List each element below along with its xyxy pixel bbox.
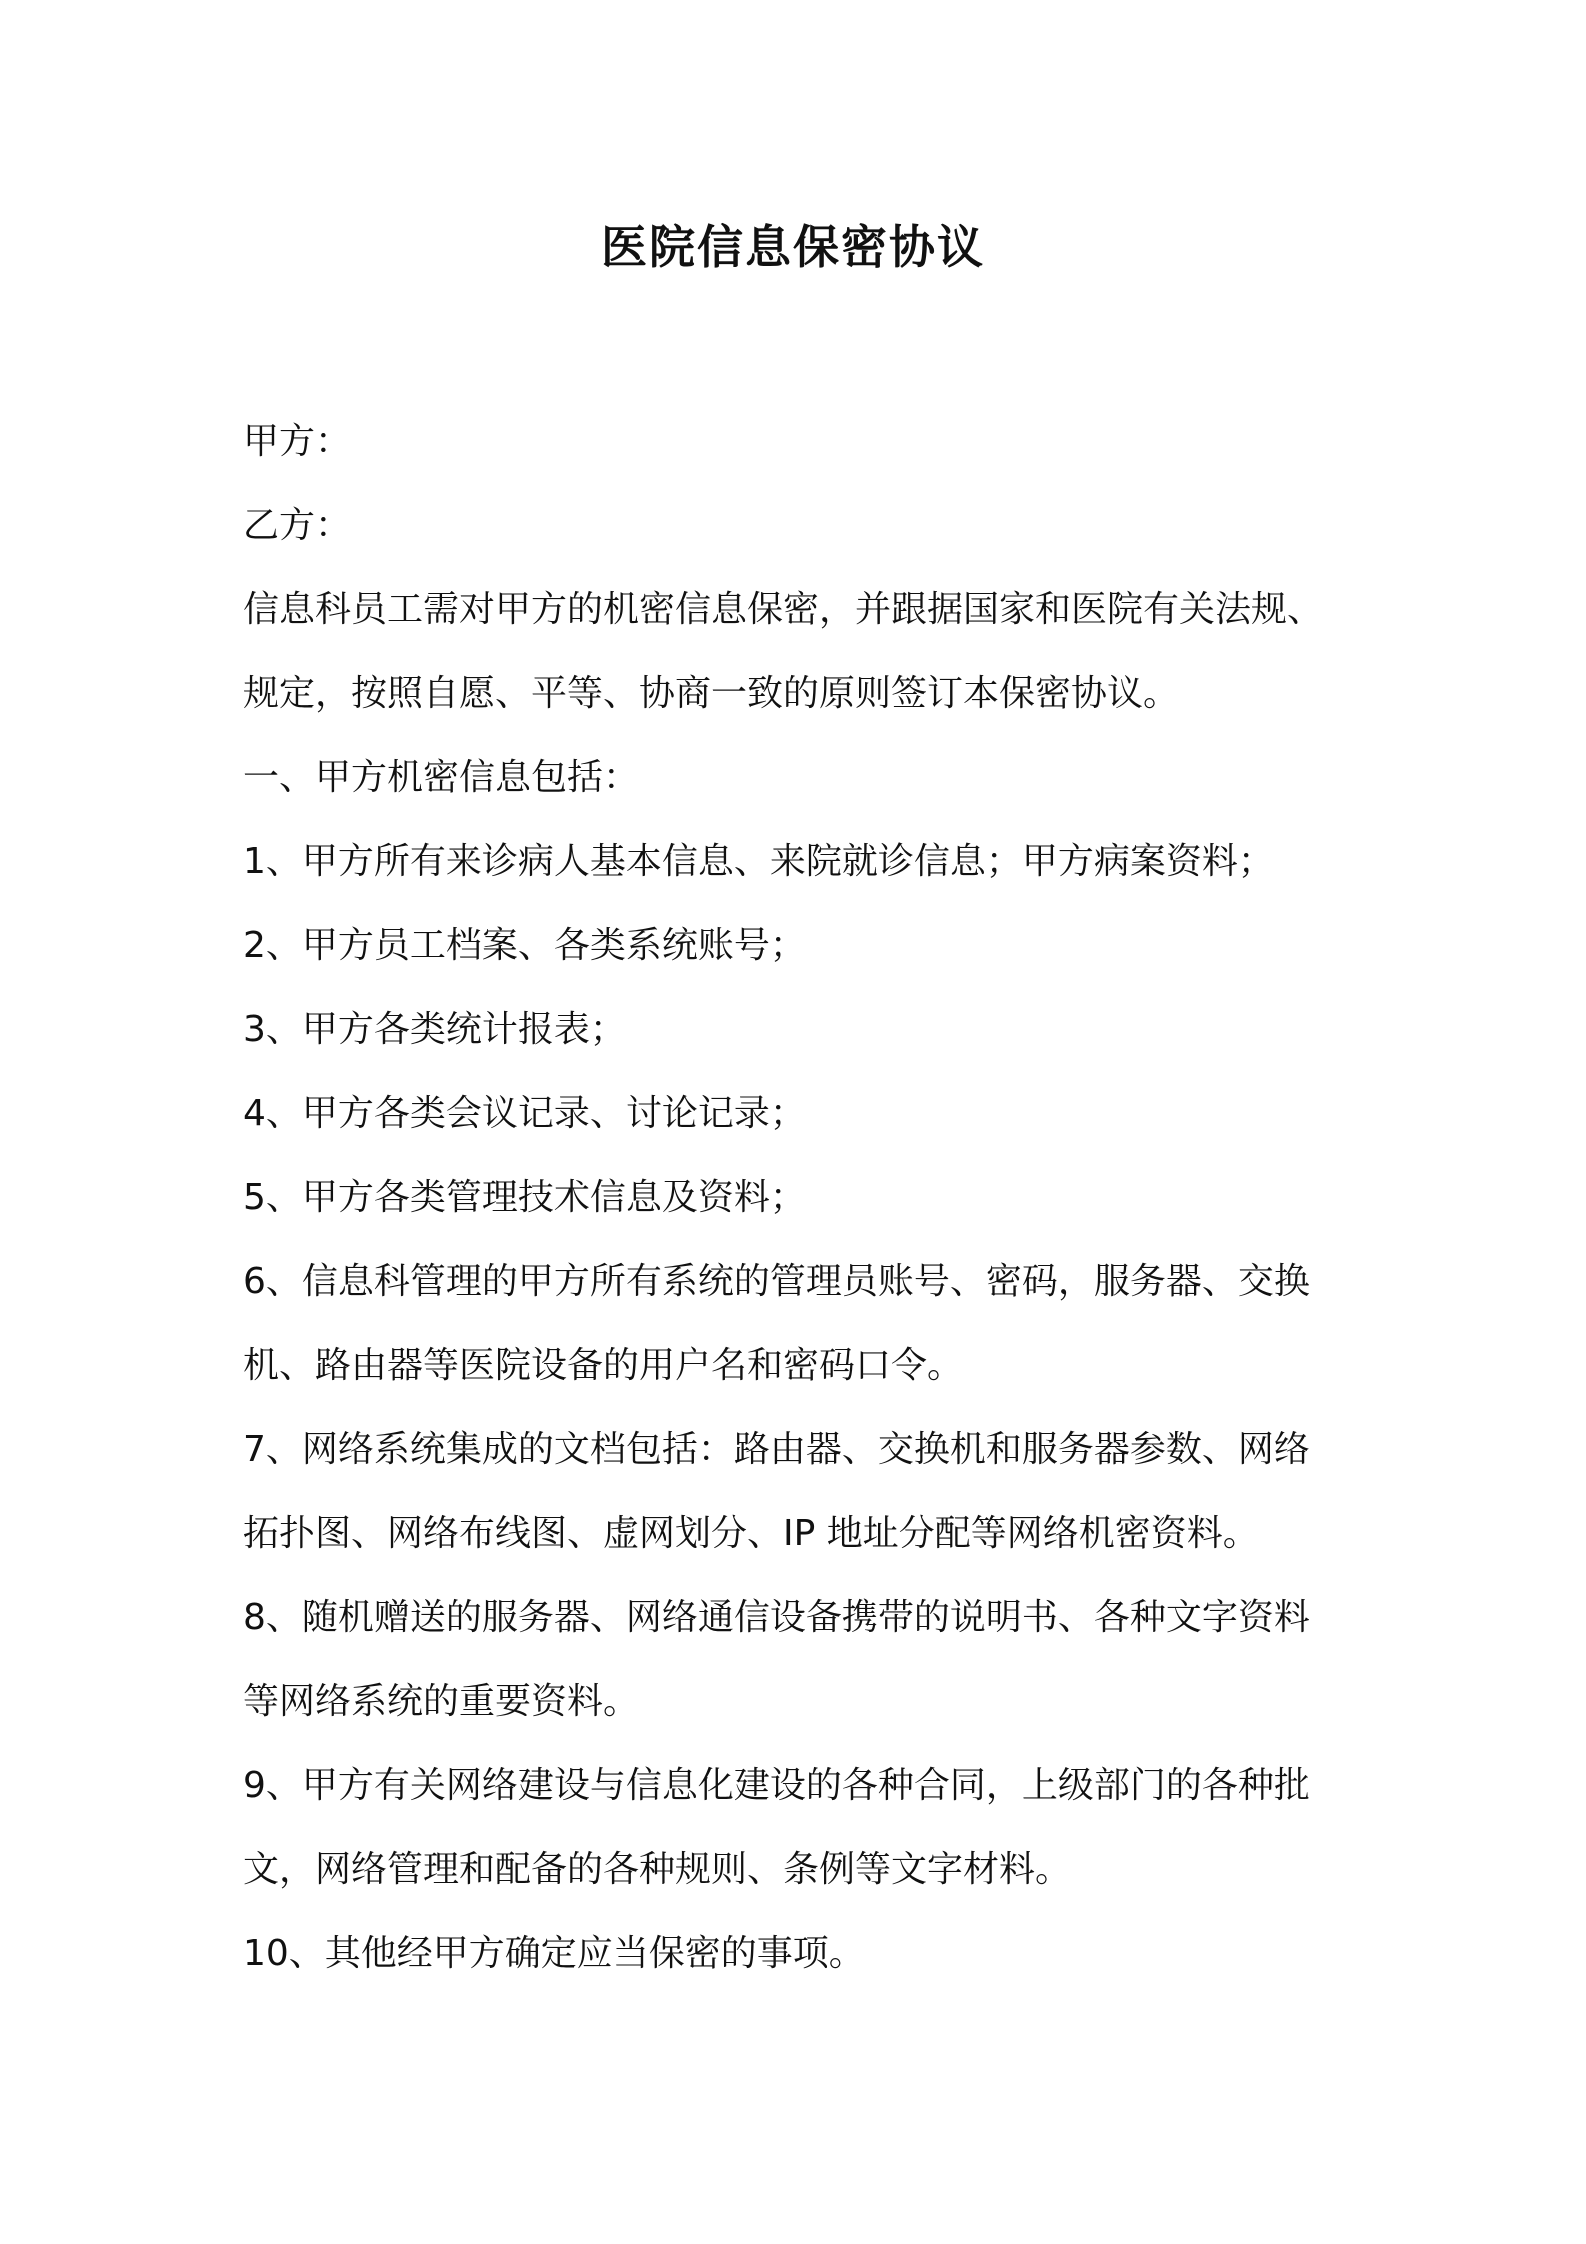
- item-1-line: 1、甲方所有来诊病人基本信息、来院就诊信息；甲方病案资料；: [243, 841, 1274, 882]
- item-9-line-2: 文，网络管理和配备的各种规则、条例等文字材料。: [243, 1849, 1072, 1890]
- item-9-line-1: 9、甲方有关网络建设与信息化建设的各种合同，上级部门的各种批: [243, 1765, 1310, 1806]
- item-3-line: 3、甲方各类统计报表；: [243, 1009, 626, 1050]
- item-4-line: 4、甲方各类会议记录、讨论记录；: [243, 1093, 806, 1134]
- document-body: [243, 400, 1363, 1996]
- party-a-line: 甲方：: [243, 421, 352, 462]
- item-7-line-2: 拓扑图、网络布线图、虚网划分、IP 地址分配等网络机密资料。: [243, 1513, 1259, 1554]
- item-7-line-1: 7、网络系统集成的文档包括：路由器、交换机和服务器参数、网络: [243, 1429, 1310, 1470]
- item-8-line-1: 8、随机赠送的服务器、网络通信设备携带的说明书、各种文字资料: [243, 1597, 1310, 1638]
- document-title: 医院信息保密协议: [601, 220, 985, 274]
- item-2-line: 2、甲方员工档案、各类系统账号；: [243, 925, 806, 966]
- item-6-line-1: 6、信息科管理的甲方所有系统的管理员账号、密码，服务器、交换: [243, 1261, 1310, 1302]
- intro-line-2: 规定，按照自愿、平等、协商一致的原则签订本保密协议。: [243, 673, 1180, 714]
- party-b-line: 乙方：: [243, 505, 352, 546]
- item-10-line: 10、其他经甲方确定应当保密的事项。: [243, 1933, 865, 1974]
- intro-line-1: 信息科员工需对甲方的机密信息保密，并跟据国家和医院有关法规、: [243, 589, 1324, 630]
- section-heading: 一、甲方机密信息包括：: [243, 757, 640, 798]
- item-5-line: 5、甲方各类管理技术信息及资料；: [243, 1177, 806, 1218]
- item-8-line-2: 等网络系统的重要资料。: [243, 1681, 640, 1722]
- item-6-line-2: 机、路由器等医院设备的用户名和密码口令。: [243, 1345, 964, 1386]
